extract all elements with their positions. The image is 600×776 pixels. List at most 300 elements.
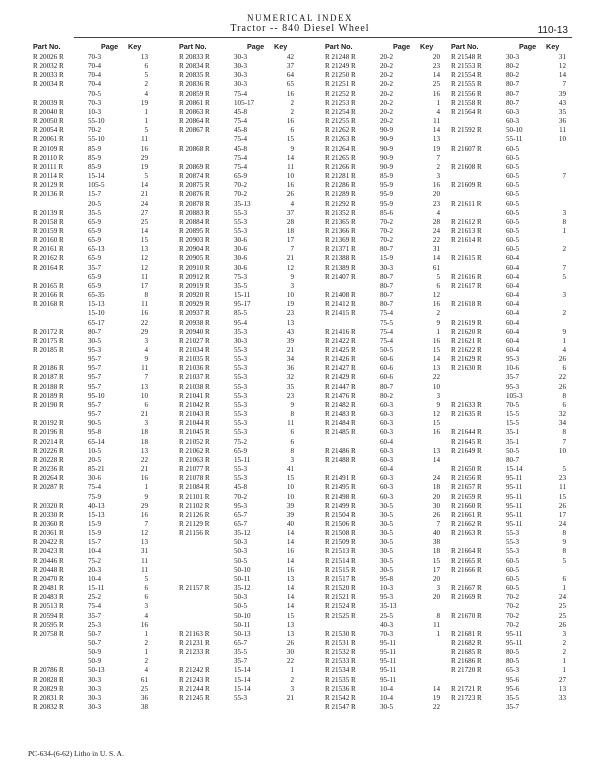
- key-ref: 14: [432, 254, 440, 263]
- page-ref: 50-13: [88, 666, 105, 675]
- page-ref: 10-4: [380, 693, 394, 702]
- index-row: [33, 309, 152, 318]
- part-number: R 21156 R: [179, 529, 210, 538]
- key-ref: 10: [286, 492, 294, 501]
- page-ref: 35-7: [506, 373, 520, 382]
- index-row: [33, 319, 152, 328]
- index-row: [325, 612, 444, 621]
- page-ref: 60-4: [506, 336, 520, 345]
- page-ref: 60-4: [506, 318, 520, 327]
- key-ref: 37: [286, 208, 294, 217]
- page-ref: 60-6: [380, 355, 394, 364]
- part-number: R 20160 R: [33, 236, 64, 245]
- part-number: R 21043 R: [179, 410, 210, 419]
- page-ref: 10-4: [380, 684, 394, 693]
- key-ref: 12: [140, 529, 148, 538]
- index-row: [33, 648, 152, 657]
- index-row: [179, 602, 298, 611]
- key-ref: 6: [562, 574, 566, 583]
- key-ref: 9: [144, 492, 148, 501]
- key-ref: 26: [558, 382, 566, 391]
- index-row: [325, 438, 444, 447]
- part-number: R 21609 R: [451, 181, 482, 190]
- key-ref: 22: [432, 373, 440, 382]
- key-ref: 22: [140, 455, 148, 464]
- key-ref: 39: [286, 510, 294, 519]
- index-row: [451, 328, 570, 337]
- index-row: [451, 447, 570, 456]
- index-row: [33, 337, 152, 346]
- page-ref: 55-3: [234, 465, 248, 474]
- key-ref: 24: [558, 519, 566, 528]
- part-number: R 21592 R: [451, 126, 482, 135]
- page-ref: 65-9: [88, 254, 102, 263]
- page-ref: 60-5: [506, 172, 520, 181]
- part-number: R 21664 R: [451, 547, 482, 556]
- page-ref: 70-5: [88, 89, 102, 98]
- part-number: R 21618 R: [451, 300, 482, 309]
- index-row: [325, 218, 444, 227]
- page-ref: 45-8: [234, 144, 248, 153]
- index-row: [451, 236, 570, 245]
- part-number: R 21077 R: [179, 465, 210, 474]
- index-row: [451, 53, 570, 62]
- part-number: R 20448 R: [33, 565, 64, 574]
- index-row: [325, 328, 444, 337]
- page-ref: 95-11: [506, 519, 523, 528]
- key-ref: 7: [144, 519, 148, 528]
- index-row: [325, 90, 444, 99]
- index-row: [33, 145, 152, 154]
- index-row: [325, 337, 444, 346]
- part-number: R 21078 R: [179, 474, 210, 483]
- key-ref: 16: [432, 181, 440, 190]
- key-ref: 20: [432, 574, 440, 583]
- page-ref: 95-11: [506, 501, 523, 510]
- part-number: R 21371 R: [325, 245, 356, 254]
- part-number: R 20320 R: [33, 501, 64, 510]
- key-ref: 13: [286, 574, 294, 583]
- page-ref: 50-3: [234, 547, 248, 556]
- key-ref: 20: [432, 593, 440, 602]
- page-ref: 30-5: [380, 501, 394, 510]
- part-number: R 21044 R: [179, 419, 210, 428]
- page-ref: 65-7: [234, 639, 248, 647]
- page-ref: 60-5: [506, 199, 520, 208]
- index-row: [325, 547, 444, 556]
- page-ref: 65-3: [506, 666, 520, 675]
- key-ref: 24: [140, 199, 148, 208]
- index-row: [33, 291, 152, 300]
- page-ref: 20-2: [380, 89, 394, 98]
- part-number: R 20833 R: [179, 53, 210, 61]
- key-ref: 9: [290, 272, 294, 281]
- page-ref: 75-4: [380, 327, 394, 336]
- index-row: [325, 520, 444, 529]
- part-number: R 20895 R: [179, 226, 210, 235]
- page-number: 110-13: [537, 25, 568, 36]
- page-ref: 50-13: [234, 629, 251, 638]
- column-header-page: Page: [247, 42, 265, 51]
- page-ref: 65-9: [88, 236, 102, 245]
- part-number: R 21621 R: [451, 336, 482, 345]
- key-ref: 22: [558, 373, 566, 382]
- part-number: R 21281 R: [325, 172, 356, 181]
- index-row: [451, 630, 570, 639]
- index-row: [179, 392, 298, 401]
- index-row: [451, 511, 570, 520]
- key-ref: 5: [144, 71, 148, 80]
- key-ref: 9: [436, 318, 440, 327]
- key-ref: 35: [558, 107, 566, 116]
- index-row: [179, 383, 298, 392]
- page-ref: 30-5: [380, 529, 394, 538]
- key-ref: 5: [144, 126, 148, 135]
- column-header-key: Key: [128, 42, 142, 51]
- part-number: R 20228 R: [33, 455, 64, 464]
- index-row: [451, 538, 570, 547]
- key-ref: 1: [144, 629, 148, 638]
- page-ref: 70-2: [380, 217, 394, 226]
- part-number: R 20032 R: [33, 62, 64, 71]
- page-ref: 50-5: [234, 556, 248, 565]
- index-row: [325, 355, 444, 364]
- part-number: R 20878 R: [179, 199, 210, 208]
- page-ref: 95-11: [506, 639, 523, 647]
- part-number: R 21531 R: [325, 639, 356, 647]
- part-number: R 21243 R: [179, 675, 210, 684]
- index-row: [33, 364, 152, 373]
- page-ref: 60-5: [506, 208, 520, 217]
- index-row: [325, 447, 444, 456]
- page-ref: 80-2: [506, 71, 520, 80]
- page-ref: 20-2: [380, 71, 394, 80]
- page-ref: 35-7: [506, 703, 520, 712]
- key-ref: 4: [144, 346, 148, 354]
- page-ref: 90-9: [380, 135, 394, 144]
- index-row: [179, 557, 298, 566]
- part-number: R 21685 R: [451, 648, 482, 657]
- index-row: [33, 657, 152, 666]
- index-row: [451, 300, 570, 309]
- index-row: [33, 62, 152, 71]
- page-ref: 65-9: [88, 272, 102, 281]
- page-ref: 20-3: [88, 565, 102, 574]
- index-row: [33, 90, 152, 99]
- key-ref: 1: [290, 666, 294, 675]
- part-number: R 20129 R: [33, 181, 64, 190]
- key-ref: 6: [290, 437, 294, 446]
- part-number: R 21412 R: [325, 300, 356, 309]
- key-ref: 19: [286, 300, 294, 309]
- index-row: [179, 291, 298, 300]
- index-row: [33, 547, 152, 556]
- index-row: [325, 639, 444, 648]
- page-ref: 55-3: [234, 382, 248, 391]
- page-ref: 10-4: [88, 547, 102, 556]
- index-row: [33, 621, 152, 630]
- page-ref: 60-4: [506, 263, 520, 272]
- part-number: R 20863 R: [179, 107, 210, 116]
- index-row: [325, 538, 444, 547]
- page-ref: 50-7: [88, 639, 102, 647]
- index-row: [179, 538, 298, 547]
- index-row: [451, 319, 570, 328]
- part-number: R 21667 R: [451, 584, 482, 593]
- part-number: R 21102 R: [179, 501, 210, 510]
- key-ref: 39: [286, 501, 294, 510]
- page-ref: 60-4: [380, 437, 394, 446]
- page-ref: 60-4: [506, 327, 520, 336]
- page-ref: 80-7: [506, 89, 520, 98]
- part-number: R 20876 R: [179, 190, 210, 199]
- part-number: R 20109 R: [33, 144, 64, 153]
- page-ref: 75-4: [234, 117, 248, 126]
- index-row: [451, 593, 570, 602]
- key-ref: 6: [436, 281, 440, 290]
- page-ref: 50-3: [234, 593, 248, 602]
- key-ref: 23: [286, 391, 294, 400]
- index-row: [325, 291, 444, 300]
- key-ref: 31: [140, 547, 148, 556]
- key-ref: 6: [290, 126, 294, 135]
- part-number: R 21656 R: [451, 474, 482, 483]
- part-number: R 20904 R: [179, 245, 210, 254]
- page-ref: 30-3: [234, 53, 248, 61]
- index-row: [33, 172, 152, 181]
- index-row: [325, 621, 444, 630]
- page-ref: 60-4: [506, 309, 520, 318]
- page-ref: 30-3: [234, 80, 248, 89]
- part-number: R 20905 R: [179, 254, 210, 263]
- part-number: R 20834 R: [179, 62, 210, 71]
- part-number: R 20110 R: [33, 153, 64, 162]
- key-ref: 31: [432, 245, 440, 254]
- part-number: R 21657 R: [451, 483, 482, 492]
- index-row: [33, 520, 152, 529]
- key-ref: 14: [432, 355, 440, 364]
- key-ref: 1: [436, 629, 440, 638]
- page-ref: 95-11: [506, 492, 523, 501]
- part-number: R 21422 R: [325, 336, 356, 345]
- page-ref: 30-6: [234, 245, 248, 254]
- key-ref: 4: [290, 199, 294, 208]
- key-ref: 11: [141, 556, 148, 565]
- index-title: NUMERICAL INDEX: [247, 13, 353, 23]
- page-ref: 70-4: [88, 71, 102, 80]
- page-ref: 60-3: [380, 474, 394, 483]
- index-row: [451, 392, 570, 401]
- page-ref: 70-2: [234, 181, 248, 190]
- key-ref: 13: [432, 364, 440, 373]
- page-ref: 70-3: [380, 629, 394, 638]
- part-number: R 21289 R: [325, 190, 356, 199]
- part-number: R 20940 R: [179, 327, 210, 336]
- key-ref: 2: [144, 657, 148, 666]
- index-row: [451, 282, 570, 291]
- part-number: R 20189 R: [33, 391, 64, 400]
- index-row: [33, 529, 152, 538]
- key-ref: 36: [286, 364, 294, 373]
- page-ref: 55-3: [506, 538, 520, 547]
- index-row: [325, 108, 444, 117]
- index-row: [33, 401, 152, 410]
- index-row: [325, 71, 444, 80]
- index-row: [33, 676, 152, 685]
- page-ref: 65-14: [88, 437, 105, 446]
- print-footer: PC-634-(6-62) Litho in U. S. A.: [28, 749, 124, 758]
- index-row: [325, 483, 444, 492]
- part-number: R 20423 R: [33, 547, 64, 556]
- index-row: [451, 190, 570, 199]
- part-number: R 20050 R: [33, 117, 64, 126]
- page-ref: 10-6: [506, 364, 520, 373]
- index-row: [33, 163, 152, 172]
- page-ref: 55-3: [234, 400, 248, 409]
- index-row: [179, 474, 298, 483]
- page-ref: 35-7: [88, 611, 102, 620]
- key-ref: 22: [432, 236, 440, 245]
- part-number: R 21622 R: [451, 346, 482, 354]
- part-number: R 21499 R: [325, 501, 356, 510]
- key-ref: 21: [140, 410, 148, 419]
- page-ref: 60-5: [506, 226, 520, 235]
- index-row: [33, 190, 152, 199]
- page-ref: 60-5: [506, 565, 520, 574]
- page-ref: 85-9: [380, 172, 394, 181]
- part-number: R 21262 R: [325, 126, 356, 135]
- page-ref: 40-3: [380, 620, 394, 629]
- key-ref: 14: [558, 71, 566, 80]
- part-number: R 21630 R: [451, 364, 482, 373]
- key-ref: 14: [286, 593, 294, 602]
- page-ref: 55-3: [234, 428, 248, 437]
- index-row: [179, 566, 298, 575]
- index-row: [325, 383, 444, 392]
- page-ref: 60-5: [506, 236, 520, 245]
- part-number: R 21485 R: [325, 428, 356, 437]
- part-number: R 20831 R: [33, 693, 64, 702]
- key-ref: 10: [432, 382, 440, 391]
- part-number: R 21425 R: [325, 346, 356, 354]
- key-ref: 3: [144, 602, 148, 611]
- index-row: [451, 529, 570, 538]
- page-ref: 95-11: [380, 639, 397, 647]
- key-ref: 7: [562, 263, 566, 272]
- page-ref: 75-9: [88, 492, 102, 501]
- key-ref: 26: [432, 510, 440, 519]
- index-row: [325, 676, 444, 685]
- part-number: R 21661 R: [451, 510, 482, 519]
- key-ref: 6: [144, 400, 148, 409]
- part-number: R 21233 R: [179, 648, 210, 657]
- part-number: R 21619 R: [451, 318, 482, 327]
- page-ref: 35-13: [380, 602, 397, 611]
- column-header: [179, 40, 298, 53]
- index-row: [179, 676, 298, 685]
- index-row: [325, 172, 444, 181]
- part-number: R 20139 R: [33, 208, 64, 217]
- index-column-3: [325, 40, 444, 712]
- index-row: [179, 209, 298, 218]
- index-row: [33, 126, 152, 135]
- index-row: [33, 355, 152, 364]
- part-number: R 21650 R: [451, 465, 482, 474]
- index-row: [179, 401, 298, 410]
- key-ref: 10: [558, 135, 566, 144]
- page-ref: 55-3: [234, 217, 248, 226]
- index-row: [179, 493, 298, 502]
- index-row: [325, 575, 444, 584]
- key-ref: 3: [436, 391, 440, 400]
- part-number: R 20040 R: [33, 107, 64, 116]
- page-ref: 85-9: [88, 144, 102, 153]
- index-row: [451, 648, 570, 657]
- page-ref: 90-9: [380, 153, 394, 162]
- page-ref: 45-8: [234, 126, 248, 135]
- key-ref: 21: [140, 190, 148, 199]
- index-row: [33, 236, 152, 245]
- part-number: R 21629 R: [451, 355, 482, 364]
- index-row: [451, 676, 570, 685]
- index-row: [451, 218, 570, 227]
- index-row: [451, 547, 570, 556]
- index-row: [33, 483, 152, 492]
- page-ref: 15-14: [506, 465, 523, 474]
- part-number: R 21682 R: [451, 639, 482, 647]
- key-ref: 25: [558, 611, 566, 620]
- key-ref: 11: [433, 620, 440, 629]
- page-ref: 55-3: [234, 346, 248, 354]
- key-ref: 19: [140, 162, 148, 171]
- part-number: R 21521 R: [325, 593, 356, 602]
- part-number: R 21041 R: [179, 391, 210, 400]
- key-ref: 18: [432, 547, 440, 556]
- part-number: R 20185 R: [33, 346, 64, 354]
- key-ref: 1: [562, 584, 566, 593]
- index-row: [33, 410, 152, 419]
- page-ref: 55-10: [88, 135, 105, 144]
- key-ref: 19: [432, 144, 440, 153]
- page-ref: 50-10: [234, 611, 251, 620]
- page-ref: 65-35: [88, 291, 105, 300]
- page-ref: 85-9: [88, 162, 102, 171]
- index-row: [33, 392, 152, 401]
- key-ref: 13: [140, 53, 148, 61]
- page-ref: 65-7: [234, 519, 248, 528]
- page-ref: 60-4: [506, 300, 520, 309]
- column-header-part: Part No.: [325, 42, 353, 51]
- index-row: [33, 538, 152, 547]
- part-number: R 21249 R: [325, 62, 356, 71]
- part-number: R 20920 R: [179, 291, 210, 300]
- key-ref: 42: [286, 53, 294, 61]
- part-number: R 21620 R: [451, 327, 482, 336]
- page-ref: 55-3: [234, 373, 248, 382]
- key-ref: 4: [144, 611, 148, 620]
- key-ref: 61: [140, 675, 148, 684]
- part-number: R 20903 R: [179, 236, 210, 245]
- key-ref: 33: [558, 693, 566, 702]
- page-ref: 75-2: [88, 556, 102, 565]
- page-ref: 50-11: [234, 574, 251, 583]
- part-number: R 21554 R: [451, 71, 482, 80]
- part-number: R 21530 R: [325, 629, 356, 638]
- page-ref: 30-5: [380, 565, 394, 574]
- part-number: R 21665 R: [451, 556, 482, 565]
- index-row: [451, 273, 570, 282]
- column-header-page: Page: [101, 42, 119, 51]
